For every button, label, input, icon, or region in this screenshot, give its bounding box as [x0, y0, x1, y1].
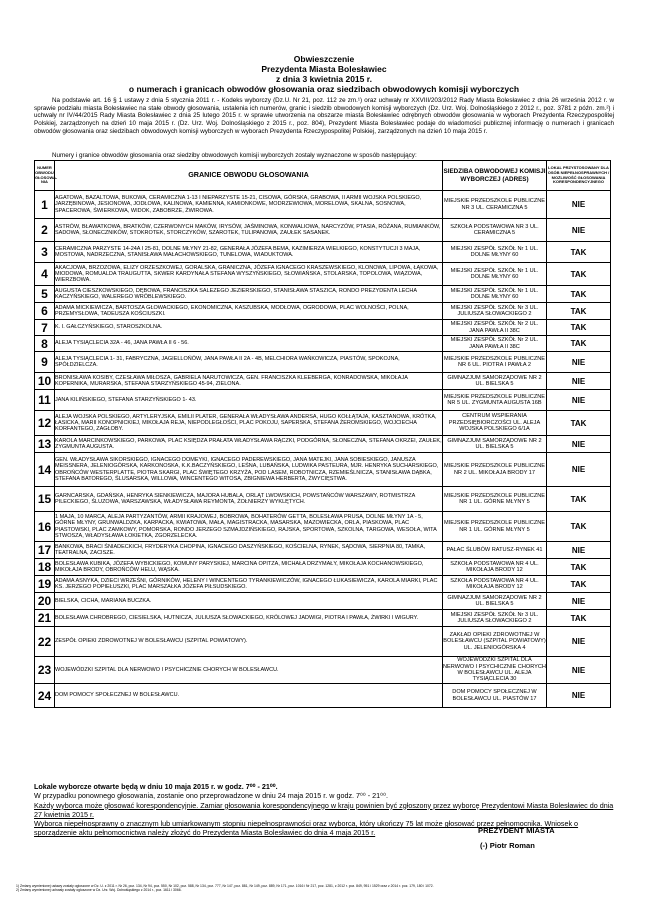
- header-committee-seat: SIEDZIBA OBWODOWEJ KOMISJI WYBORCZEJ (ADRES): [443, 161, 547, 191]
- accessible-flag: TAK: [547, 320, 611, 336]
- signature-name: (-) Piotr Roman: [480, 841, 535, 850]
- table-row: [35, 373, 611, 390]
- accessible-flag: TAK: [547, 336, 611, 352]
- committee-seat: GIMNAZJUM SAMORZĄDOWE NR 2 UL. BIELSKA 5: [443, 373, 547, 390]
- committee-seat: DOM POMOCY SPOŁECZNEJ W BOLESŁAWCU UL. PIASTÓW 17: [443, 684, 547, 708]
- district-boundaries: ASTRÓW, BŁAWATKOWA, BRATKÓW, CZERWONYCH MAKÓW, IRYSÓW, JAŚMINOWA, KONWALIOWA, NARCYZÓW, PTASIA, RÓŻANA, RUMIANKÓW, SADOWA, SŁONECZNIKÓW, STOKROTEK, STORCZYKÓW, SZAROTEK, TULIPANOWA, ZAUŁEK SASANEK.: [55, 219, 443, 242]
- accessible-flag: TAK: [547, 610, 611, 627]
- district-number: 16: [35, 512, 55, 542]
- committee-seat: MIEJSKI ZESPÓŁ SZKÓŁ Nr 3 UL. JULIUSZA SŁOWACKIEGO 2: [443, 303, 547, 320]
- district-boundaries: BIELSKA, CICHA, MARIANA BUCZKA.: [55, 593, 443, 610]
- accessible-flag: NIE: [547, 219, 611, 242]
- table-row: [35, 352, 611, 373]
- district-number: 10: [35, 373, 55, 390]
- committee-seat: ZAKŁAD OPIEKI ZDROWOTNEJ W BOLESŁAWCU (SZPITAL POWIATOWY) UL. JELENIOGÓRSKA 4: [443, 627, 547, 657]
- district-number: 14: [35, 453, 55, 487]
- accessible-flag: TAK: [547, 576, 611, 593]
- committee-seat: GIMNAZJUM SAMORZĄDOWE NR 2 UL. BIELSKA 5: [443, 593, 547, 610]
- district-number: 24: [35, 684, 55, 708]
- district-boundaries: BOLESŁAWA KUBIKA, JÓZEFA WYBICKIEGO, KOMUNY PARYSKIEJ, MARCINA OPITZA, MICHAŁA DRZYMAŁY, MIKOŁAJA KOCHANOWSKIEGO, MIKOŁAJA BRODY, OBROŃCÓW HELU, WĄSKA.: [55, 559, 443, 576]
- accessible-flag: NIE: [547, 657, 611, 684]
- accessible-flag: TAK: [547, 559, 611, 576]
- table-row: [35, 411, 611, 436]
- accessible-flag: TAK: [547, 286, 611, 303]
- district-number: 23: [35, 657, 55, 684]
- district-boundaries: BOLESŁAWA CHROBREGO, CIESIELSKA, HUTNICZA, JULIUSZA SŁOWACKIEGO, KRÓLOWEJ JADWIGI, PIOTRA I PAWŁA, ŻWIRKI I WIGURY.: [55, 610, 443, 627]
- district-boundaries: BANKOWA, BRACI ŚNIADECKICH, FRYDERYKA CHOPINA, IGNACEGO DASZYŃSKIEGO, KOŚCIELNA, RYNEK, SĄDOWA, SIERPNIA 80, TAMKA, TEATRALNA, ZACISZE.: [55, 542, 443, 559]
- accessible-flag: NIE: [547, 627, 611, 657]
- table-header-row: [35, 161, 611, 191]
- district-boundaries: ZESPÓŁ OPIEKI ZDROWOTNEJ W BOLESŁAWCU (SZPITAL POWIATOWY).: [55, 627, 443, 657]
- table-row: [35, 593, 611, 610]
- district-boundaries: AGATOWA, BAZALTOWA, BUKOWA, CERAMICZNA 1-13 I NIEPARZYSTE 15-21, CISOWA, GÓRSKA, GRABOWA, II ARMII WOJSKA POLSKIEGO, JARZĘBINOWA, JESIONOWA, JODŁOWA, KALINOWA, KAMIENNA, KAMIONKOWE, MODRZEWIOWA, MORELOWA, SKALNA, SOSNOWA, SPACEROWA, ŚWIERKOWA, WIDOK, ZABOBRZE, ŻWIROWA.: [55, 191, 443, 219]
- committee-seat: MIEJSKIE PRZEDSZKOLE PUBLICZNE NR 2 UL. MIKOŁAJA BRODY 17: [443, 453, 547, 487]
- table-row: [35, 684, 611, 708]
- table-row: [35, 576, 611, 593]
- accessible-flag: NIE: [547, 593, 611, 610]
- district-boundaries: AKACJOWA, BRZOZOWA, ELIZY ORZESZKOWEJ, GORALSKA, GRANICZNA, JÓZEFA IGNACEGO KRASZEWSKIEGO, KLONOWA, LIPOWA, ŁĄKOWA, MIODOWA, ROMUALDA TRAUGUTTA, SKWER KARDYNAŁA STEFANA WYSZYŃSKIEGO, SŁOWIAŃSKA, STOLARSKA, TOPOLOWA, WIĄZOWA, WIERZBOWA.: [55, 263, 443, 286]
- table-row: [35, 286, 611, 303]
- accessible-flag: TAK: [547, 303, 611, 320]
- table-row: [35, 512, 611, 542]
- committee-seat: MIEJSKIE PRZEDSZKOLE PUBLICZNE NR 1 UL. GÓRNE MŁYNY 5: [443, 512, 547, 542]
- district-boundaries: ADAMA MICKIEWICZA, BARTOSZA GŁOWACKIEGO, EKONOMICZNA, KASZUBSKA, MODŁOWA, OGRODOWA, PLAC WOLNOŚCI, POLNA, PRZEMYSŁOWA, TADEUSZA KOŚCIUSZKI.: [55, 303, 443, 320]
- accessible-flag: NIE: [547, 453, 611, 487]
- district-number: 5: [35, 286, 55, 303]
- accessible-flag: TAK: [547, 411, 611, 436]
- district-boundaries: AUGUSTA CIESZKOWSKIEGO, DĘBOWA, FRANCISZKA SALEZEGO JEZIERSKIEGO, STANISŁAWA STASZICA, RONDO PREZYDENTA LECHA KACZYŃSKIEGO, WALEREGO WRÓBLEWSKIEGO.: [55, 286, 443, 303]
- accessible-flag: TAK: [547, 487, 611, 512]
- table-row: [35, 542, 611, 559]
- district-number: 7: [35, 320, 55, 336]
- notice-issuer: Prezydenta Miasta Bolesławiec: [261, 64, 387, 74]
- district-number: 6: [35, 303, 55, 320]
- district-number: 1: [35, 191, 55, 219]
- district-boundaries: GEN. WŁADYSŁAWA SIKORSKIEGO, IGNACEGO DOMEYKI, IGNACEGO PADEREWSKIEGO, JANA MATEJKI, JANA SOBIESKIEGO, JANUSZA MEISSNERA, JELENIOGÓRSKA, KARKONOSKA, K.K.BACZYŃSKIEGO, LEŚNA, LUBAŃSKA, LUDWIKA PASTEURA, MJR. HENRYKA SUCHARSKIEGO, OBROŃCÓW WESTERPLATTE, PIOTRA SKARGI, PLAC ŚWIĘTEGO KRZYŻA, POD LASEM, ROBOTNICZA, RZEMIEŚLNICZA, STANISŁAWA DĄBKA, STEFANA BATOREGO, ŚLUSARSKA, WILLOWA, WINCENTEGO WITOSA, ZBIGNIEWA HERBERTA, ŻWYCIĘSTWA.: [55, 453, 443, 487]
- intro-paragraph: [34, 97, 614, 136]
- district-boundaries: WOJEWÓDZKI SZPITAL DLA NERWOWO I PSYCHICZNIE CHORYCH W BOLESŁAWCU.: [55, 657, 443, 684]
- proxy-vote-note: Wyborca niepełnosprawny o znacznym lub umiarkowanym stopniu niepełnosprawności oraz wyborca, który ukończy 75 lat może głosować przez pełnomocnika. Wniosek o sporządzenie aktu pełnomocnictwa należy złożyć do Prezydenta Miasta Bolesławiec do dnia 4 maja 2015 r.: [34, 819, 579, 838]
- committee-seat: SZKOŁA PODSTAWOWA NR 4 UL. MIKOŁAJA BRODY 12: [443, 559, 547, 576]
- notice-title: Obwieszczenie: [293, 54, 355, 64]
- postal-vote-note: Każdy wyborca może głosować korespondencyjnie. Zamiar głosowania korespondencyjnego w kraju powinien być zgłoszony przez wyborcę Prezydentowi Miasta Bolesławiec do dnia 27 kwietnia 2015 r.: [34, 800, 614, 819]
- header-boundaries: GRANICE OBWODU GŁOSOWANIA: [55, 161, 443, 191]
- table-row: [35, 657, 611, 684]
- district-boundaries: K. I. GAŁCZYŃSKIEGO, STAROSZKOLNA.: [55, 320, 443, 336]
- committee-seat: MIEJSKI ZESPÓŁ SZKÓŁ Nr 1 UL. DOLNE MŁYNY 60: [443, 263, 547, 286]
- district-number: 9: [35, 352, 55, 373]
- table-row: [35, 627, 611, 657]
- table-row: [35, 219, 611, 242]
- district-number: 21: [35, 610, 55, 627]
- accessible-flag: TAK: [547, 242, 611, 263]
- second-round-hours: W przypadku ponownego głosowania, zostanie ono przeprowadzone w dniu 24 maja 2015 r. w godz. 7⁰⁰ - 21⁰⁰.: [34, 791, 388, 801]
- accessible-flag: TAK: [547, 512, 611, 542]
- table-body: [35, 191, 611, 708]
- district-boundaries: JANA KILIŃSKIEGO, STEFANA STARZYŃSKIEGO 1- 43.: [55, 390, 443, 411]
- committee-seat: MIEJSKIE PRZEDSZKOLE PUBLICZNE NR 5 UL. ZYGMUNTA AUGUSTA 16B: [443, 390, 547, 411]
- accessible-flag: NIE: [547, 191, 611, 219]
- district-boundaries: 1 MAJA, 10 MARCA, ALEJA PARTYZANTÓW, ARMII KRAJOWEJ, BOBROWA, BOHATERÓW GETTA, BOLESŁAWA PRUSA, DOLNE MŁYNY 1A - 5, GÓRNE MŁYNY, GRUNWALDZKA, KARPACKA, KWIATOWA, MAŁA, MAGISTRACKA, MASARSKA, MAZOWIECKA, ORLA, PIASKOWA, PLAC PIASTOWSKI, PLAC ZAMKOWY, POMORSKA, RONDO JERZEGO SZMAJDZIŃSKIEGO, RAJSKA, SPORTOWA, SZKOLNA, TARGOWA, WESOŁA, WITA STWOSZA, WŁADYSŁAWA ŁOKIETKA, ZGORZELECKA.: [55, 512, 443, 542]
- table-row: [35, 559, 611, 576]
- committee-seat: MIEJSKI ZESPÓŁ SZKÓŁ Nr 1 UL. DOLNE MŁYNY 60: [443, 242, 547, 263]
- district-number: 2: [35, 219, 55, 242]
- accessible-flag: TAK: [547, 263, 611, 286]
- committee-seat: MIEJSKI ZESPÓŁ SZKÓŁ Nr 2 UL. JANA PAWŁA II 38C: [443, 336, 547, 352]
- table-row: [35, 453, 611, 487]
- district-number: 3: [35, 242, 55, 263]
- district-number: 22: [35, 627, 55, 657]
- accessible-flag: NIE: [547, 373, 611, 390]
- committee-seat: MIEJSKIE PRZEDSZKOLE PUBLICZNE NR 1 UL. GÓRNE MŁYNY 5: [443, 487, 547, 512]
- committee-seat: SZKOŁA PODSTAWOWA NR 3 UL. CERAMICZNA 5: [443, 219, 547, 242]
- district-number: 17: [35, 542, 55, 559]
- accessible-flag: NIE: [547, 542, 611, 559]
- district-boundaries: ALEJA TYSIĄCLECIA 32A - 46, JANA PAWŁA II 6 - 56.: [55, 336, 443, 352]
- table-row: [35, 303, 611, 320]
- accessible-flag: NIE: [547, 684, 611, 708]
- district-number: 12: [35, 411, 55, 436]
- district-number: 15: [35, 487, 55, 512]
- accessible-flag: NIE: [547, 352, 611, 373]
- district-number: 8: [35, 336, 55, 352]
- committee-seat: MIEJSKI ZESPÓŁ SZKÓŁ Nr 3 UL. JULIUSZA SŁOWACKIEGO 2: [443, 610, 547, 627]
- district-number: 19: [35, 576, 55, 593]
- footnote-1: 1) Zmiany wymienionej ustawy zostały ogłoszone w Dz. U. z 2011 r. Nr 26, poz. 134, Nr 94, poz. 550, Nr 102, poz. 588, Nr 134, poz. 777, Nr 147, poz. 881, Nr 149, poz. 889, Nr 171, poz. 1016 i Nr 217, poz. 1281, z 2012 r. poz. 849, 951 i 1529 oraz z 2014 r. poz. 179, 180 i 1072.: [16, 884, 434, 888]
- table-row: [35, 610, 611, 627]
- footnote-2: 2) Zmiany wymienionej uchwały zostały ogłoszone w Dz. Urz. Woj. Dolnośląskiego z 2014 r., poz. 1611 i 3066.: [16, 888, 182, 893]
- district-boundaries: DOM POMOCY SPOŁECZNEJ W BOLESŁAWCU.: [55, 684, 443, 708]
- table-row: [35, 390, 611, 411]
- district-number: 18: [35, 559, 55, 576]
- header-number: NUMER OBWODU GŁOSOWA-NIA: [35, 161, 55, 191]
- district-boundaries: BRONISŁAWA KOSIBY, CZESŁAWA MIŁOSZA, GABRIELA NARUTOWICZA, GEN. FRANCISZKA KLEEBERGA, KONRADOWSKA, MIKOŁAJA KOPERNIKA, MURARSKA, STEFANA STARZYŃSKIEGO 45-94, ZIELONA.: [55, 373, 443, 390]
- committee-seat: PAŁAC ŚLUBÓW RATUSZ-RYNEK 41: [443, 542, 547, 559]
- table-row: [35, 320, 611, 336]
- districts-table: [34, 160, 611, 708]
- district-boundaries: CERAMICZNA PARZYSTE 14-24A I 25-81, DOLNE MŁYNY 21-82, GENERAŁA JÓZEFA BEMA, KAZIMIERZA WIELKIEGO, KONSTYTUCJI 3 MAJA, MOSTOWA, NADRZECZNA, STANISŁAWA MAŁACHOWSKIEGO, TUNELOWA, WIADUKTOWA.: [55, 242, 443, 263]
- district-boundaries: ADAMA ASNYKA, DZIECI WRZEŚNI, GÓRNIKÓW, HELENY I WINCENTEGO TYRANKIEWICZÓW, IGNACEGO ŁUKASIEWICZA, KAROLA MIARKI, PLAC KS. JERZEGO POPIEŁUSZKI, PLAC MARSZAŁKA JÓZEFA PIŁSUDSKIEGO.: [55, 576, 443, 593]
- table-row: [35, 336, 611, 352]
- committee-seat: GIMNAZJUM SAMORZĄDOWE NR 2 UL. BIELSKA 5: [443, 436, 547, 453]
- district-boundaries: KAROLA MARCINKOWSKIEGO, PARKOWA, PLAC KSIĘDZA PRAŁATA WŁADYSŁAWA RĄCZKI, PODGÓRNA, SŁONECZNA, STEFANA OKRZEI, ZAUŁEK, ZYGMUNTA AUGUSTA.: [55, 436, 443, 453]
- opening-hours: Lokale wyborcze otwarte będą w dniu 10 maja 2015 r. w godz. 7⁰⁰ - 21⁰⁰.: [34, 782, 278, 791]
- district-number: 4: [35, 263, 55, 286]
- district-number: 20: [35, 593, 55, 610]
- committee-seat: MIEJSKI ZESPÓŁ SZKÓŁ Nr 1 UL. DOLNE MŁYNY 60: [443, 286, 547, 303]
- committee-seat: CENTRUM WSPIERANIA PRZEDSIĘBIORCZOŚCI UL. ALEJA WOJSKA POLSKIEGO 6/1A: [443, 411, 547, 436]
- table-row: [35, 263, 611, 286]
- footnotes: [16, 884, 636, 893]
- table-row: [35, 436, 611, 453]
- notice-date: z dnia 3 kwietnia 2015 r.: [276, 74, 372, 84]
- committee-seat: SZKOŁA PODSTAWOWA NR 4 UL. MIKOŁAJA BRODY 12: [443, 576, 547, 593]
- accessible-flag: NIE: [547, 390, 611, 411]
- district-boundaries: GARNCARSKA, GDAŃSKA, HENRYKA SIENKIEWICZA, MAJORA HUBALA, ORLĄT LWOWSKICH, POWSTAŃCÓW WARSZAWY, ROTMISTRZA PILECKIEGO, ŚLUZOWA, WARSZAWSKA, WŁADYSŁAWA REYMONTA, ŻOŁNIERZY WYKLĘTYCH.: [55, 487, 443, 512]
- accessible-flag: NIE: [547, 436, 611, 453]
- district-boundaries: ALEJA TYSIĄCLECIA 1- 31, FABRYCZNA, JAGIELLOŃÓW, JANA PAWŁA II 2A - 4B, MELCHIORA WAŃKOWICZA, PIASTÓW, SPOKOJNA, SPÓŁDZIELCZA.: [55, 352, 443, 373]
- committee-seat: WOJEWÓDZKI SZPITAL DLA NERWOWO I PSYCHICZNIE CHORYCH W BOLESŁAWCU UL. ALEJA TYSIĄCLECIA 30: [443, 657, 546, 683]
- district-boundaries: ALEJA WOJSKA POLSKIEGO, ARTYLERYJSKA, EMILII PLATER, GENERAŁA WŁADYSŁAWA ANDERSA, HUGO KOŁŁĄTAJA, KASZTANOWA, KRÓTKA, ŁASICKA, MARII KONOPNICKIEJ, MIKOŁAJA REJA, NIEPODLEGŁOŚCI, PLAC POKOJU, SAPERSKA, STEFANA ŻEROMSKIEGO, WOJCIECHA KORFANTEGO, ZAGŁOBY.: [55, 411, 443, 436]
- district-number: 11: [35, 390, 55, 411]
- table-row: [35, 242, 611, 263]
- table-row: [35, 191, 611, 219]
- district-number: 13: [35, 436, 55, 453]
- intro-text: Na podstawie art. 16 § 1 ustawy z dnia 5 stycznia 2011 r. - Kodeks wyborczy (Dz.U. Nr 21, poz. 112 ze zm.¹) oraz uchwały nr XXVIII/203/2012 Rady Miasta Bolesławiec z dnia 26 września 2012 r. w sprawie podziału miasta Bolesławiec na stałe obwody głosowania, ustalenia ich numerów, granic i siedzib obwodowych komisji wyborczych (Dz. Urz. Woj. Dolnośląskiego z 2012 r., poz. 3781 z późn. zm.²) i uchwały nr IV/44/2015 Rady Miasta Bolesławiec z dnia 25 lutego 2015 r. w sprawie utworzenia na obszarze miasta Bolesławiec odrębnych obwodów głosowania w wyborach Prezydenta Rzeczypospolitej Polskiej, zarządzonych na dzień 10 maja 2015 r. (Dz. Urz. Woj. Dolnośląskiego z 2015 r., poz. 804), Prezydent Miasta Bolesławiec podaje do wiadomości publicznej informację o numerach i granicach obwodów głosowania oraz siedzibach obwodowych komisji wyborczych w wyborach Prezydenta Rzeczypospolitej Polskiej, zarządzonych na dzień 10 maja 2015 r.: [34, 97, 614, 135]
- header-accessible: LOKAL PRZYSTOSOWANY DLA OSÓB NIEPEŁNOSPRAWNYCH / MOŻLIWOŚĆ GŁOSOWANIA KORESPONDENCYJNEGO: [547, 161, 611, 191]
- notice-subject: o numerach i granicach obwodów głosowania oraz siedzibach obwodowych komisji wyborczych: [128, 84, 520, 94]
- committee-seat: MIEJSKIE PRZEDSZKOLE PUBLICZNE NR 3 UL. CERAMICZNA 5: [443, 191, 547, 219]
- committee-seat: MIEJSKI ZESPÓŁ SZKÓŁ Nr 2 UL. JANA PAWŁA II 38C: [443, 320, 547, 336]
- table-row: [35, 487, 611, 512]
- signature-title: PREZYDENT MIASTA: [478, 826, 555, 835]
- committee-seat: MIEJSKIE PRZEDSZKOLE PUBLICZNE NR 6 UL. PIOTRA I PAWŁA 2: [443, 352, 547, 373]
- intro-second-line: Numery i granice obwodów głosowania oraz siedziby obwodowych komisji wyborczych zostały wyznaczone w sposób następujący:: [52, 152, 417, 159]
